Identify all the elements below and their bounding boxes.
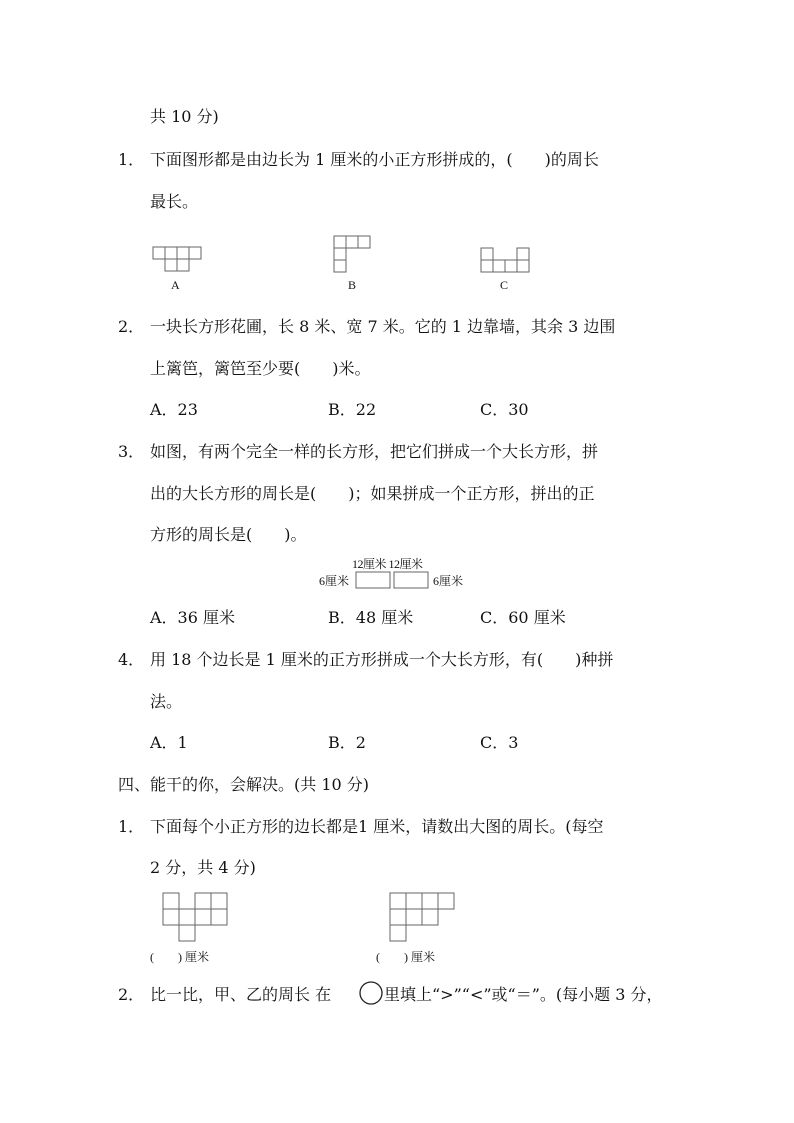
- p4-q1-text-line2: 2 分，共 4 分): [150, 858, 256, 877]
- q1-number: 1．: [118, 150, 145, 169]
- shape-b-label: B: [348, 278, 357, 292]
- shape-c-label: C: [500, 278, 509, 292]
- p4-q1-number: 1．: [118, 817, 145, 836]
- q3-text-line2: 出的大长方形的周长是( )；如果拼成一个正方形，拼出的正: [150, 484, 595, 503]
- q1-text-line1: 下面图形都是由边长为 1 厘米的小正方形拼成的，( )的周长: [150, 150, 599, 169]
- q1-text-line2: 最长。: [150, 192, 199, 211]
- q4-number: 4．: [118, 650, 145, 669]
- q3-text-line3: 方形的周长是( )。: [150, 525, 307, 544]
- p4-q2-text-b: 里填上“>”“<”或“＝”。(每小题 3 分，: [384, 985, 663, 1004]
- q2-number: 2．: [118, 317, 145, 336]
- q3-option-c[interactable]: C．60 厘米: [480, 608, 566, 627]
- q3-figure-right-label: 6厘米: [433, 574, 464, 588]
- shape-c: [481, 248, 529, 272]
- q3-option-b[interactable]: B．48 厘米: [328, 608, 414, 627]
- q3-rectangles-figure: [355, 571, 435, 591]
- part4-heading: 四、能干的你，会解决。(共 10 分): [118, 775, 370, 794]
- p4-q1-answer-left[interactable]: ( ) 厘米: [150, 950, 209, 964]
- q4-text-line2: 法。: [150, 692, 183, 711]
- q2-text-line2: 上篱笆，篱笆至少要( )米。: [150, 359, 371, 378]
- q3-text-line1: 如图，有两个完全一样的长方形，把它们拼成一个大长方形，拼: [150, 442, 599, 461]
- shape-a-label: A: [171, 278, 180, 292]
- q3-option-a[interactable]: A．36 厘米: [150, 608, 236, 627]
- section-tail: 共 10 分): [150, 107, 219, 126]
- p4-q2-number: 2．: [118, 985, 145, 1004]
- q2-option-c[interactable]: C．30: [480, 400, 529, 419]
- q2-option-a[interactable]: A．23: [150, 400, 198, 419]
- q3-figure-left-label: 6厘米: [319, 574, 350, 588]
- rectangle-left: [356, 572, 390, 588]
- circle-icon: [358, 980, 384, 1006]
- rectangle-right: [394, 572, 428, 588]
- q3-figure-top-label: 12厘米 12厘米: [352, 557, 423, 571]
- q4-option-b[interactable]: B．2: [328, 733, 366, 752]
- grid-figure-right: [390, 893, 454, 941]
- grid-figure-left: [163, 893, 227, 941]
- q4-option-c[interactable]: C．3: [480, 733, 519, 752]
- p4-q1-text-line1: 下面每个小正方形的边长都是1 厘米，请数出大图的周长。(每空: [150, 817, 604, 836]
- q3-number: 3．: [118, 442, 145, 461]
- p4-q1-answer-right[interactable]: ( ) 厘米: [376, 950, 435, 964]
- q4-option-a[interactable]: A．1: [150, 733, 188, 752]
- shape-b: [334, 236, 370, 272]
- shape-a: [153, 247, 201, 271]
- q4-text-line1: 用 18 个边长是 1 厘米的正方形拼成一个大长方形，有( )种拼: [150, 650, 614, 669]
- p4-q1-figures: [160, 890, 480, 946]
- q2-text-line1: 一块长方形花圃，长 8 米、宽 7 米。它的 1 边靠墙，其余 3 边围: [150, 317, 616, 336]
- p4-q2-text-a: 比一比，甲、乙的周长 在: [150, 985, 332, 1004]
- q2-option-b[interactable]: B．22: [328, 400, 377, 419]
